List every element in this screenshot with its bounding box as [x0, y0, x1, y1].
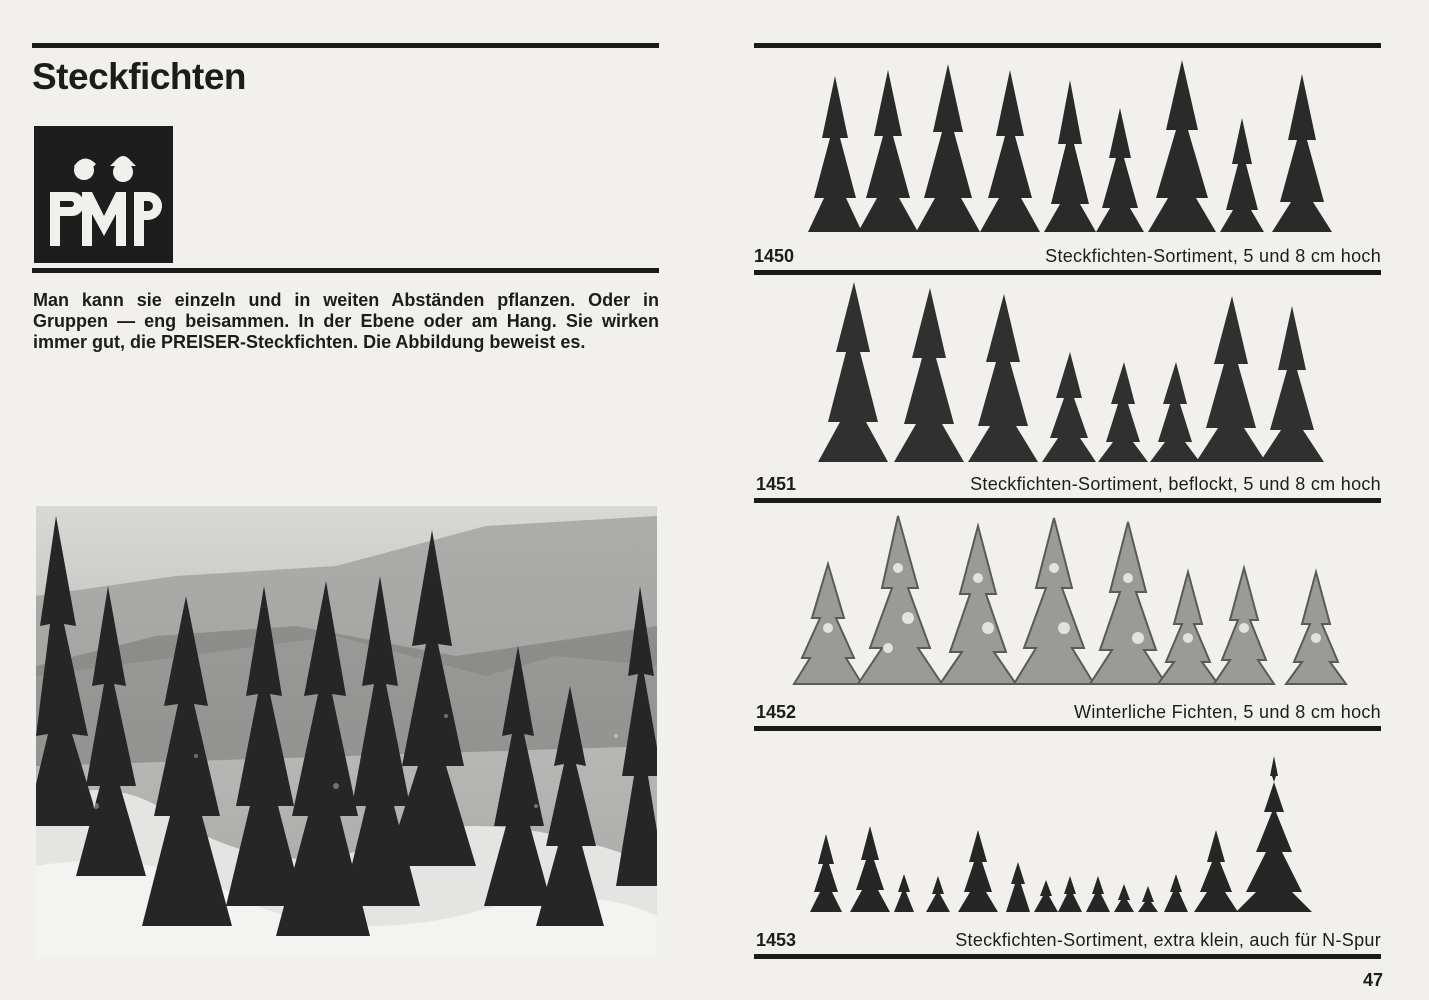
top-rule-right: [754, 43, 1381, 48]
logo-rule: [32, 268, 659, 273]
product-rule: [754, 498, 1381, 503]
product-number: 1451: [756, 474, 797, 494]
product-rule: [754, 270, 1381, 275]
product-image-1453: [800, 752, 1320, 914]
page-title: Steckfichten: [32, 56, 247, 97]
forest-photo: [36, 506, 657, 958]
intro-paragraph: Man kann sie einzeln und in weiten Abständen pflanzen. Oder in Gruppen — eng beisammen. In der Ebene oder am Hang. Sie wirken immer gut, die PREISER-Steckfichten. Die Abbildung beweist es.: [33, 290, 659, 352]
product-image-1451: [812, 282, 1332, 464]
product-rule: [754, 954, 1381, 959]
product-description: Winterliche Fichten, 5 und 8 cm hoch: [1074, 702, 1381, 722]
top-rule-left: [32, 43, 659, 48]
product-description: Steckfichten-Sortiment, 5 und 8 cm hoch: [1045, 246, 1381, 266]
product-image-1450: [790, 58, 1350, 238]
product-description: Steckfichten-Sortiment, extra klein, auch für N-Spur: [955, 930, 1381, 950]
pmp-figures-logo-icon: [34, 126, 173, 263]
product-description: Steckfichten-Sortiment, beflockt, 5 und 8 cm hoch: [970, 474, 1381, 494]
page-number: 47: [1362, 970, 1383, 990]
product-number: 1452: [756, 702, 797, 722]
product-image-1452: [788, 508, 1358, 688]
pmp-logo: [34, 126, 173, 263]
product-number: 1450: [754, 246, 795, 266]
product-rule: [754, 726, 1381, 731]
product-number: 1453: [756, 930, 797, 950]
